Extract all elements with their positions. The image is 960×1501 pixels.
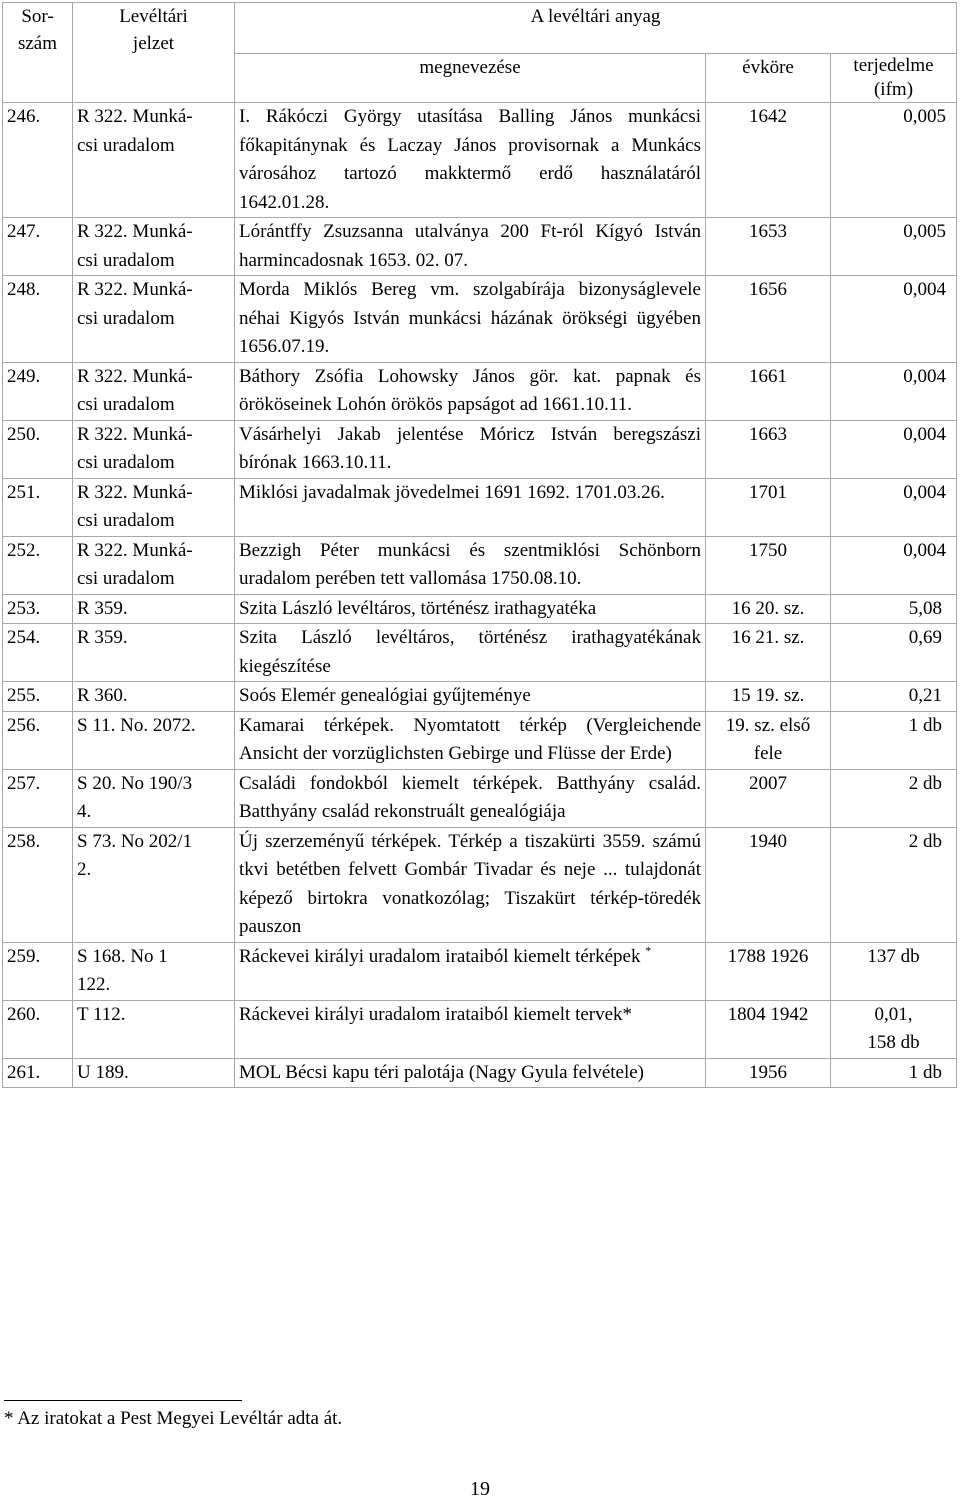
row-designation: MOL Bécsi kapu téri palotája (Nagy Gyula felvétele) [235, 1058, 706, 1088]
row-archival-reference: R 322. Munká- csi uradalom [73, 103, 235, 218]
row-serial-number: 246. [3, 103, 73, 218]
row-archival-reference: R 359. [73, 594, 235, 624]
row-designation: Báthory Zsófia Lohowsky János gör. kat. papnak és örököseinek Lohón örökös papságot ad 1661.10.11. [235, 362, 706, 420]
row-date-range: 1956 [706, 1058, 831, 1088]
footnote-divider [4, 1400, 242, 1401]
table-row [3, 769, 957, 827]
row-serial-number: 248. [3, 276, 73, 363]
row-extent: 137 db [831, 942, 957, 1000]
row-archival-reference: S 20. No 190/3 4. [73, 769, 235, 827]
table-body [3, 103, 957, 1088]
row-serial-number: 261. [3, 1058, 73, 1088]
row-extent: 0,005 [831, 103, 957, 218]
table-row [3, 276, 957, 363]
row-serial-number: 251. [3, 478, 73, 536]
row-date-range: 1656 [706, 276, 831, 363]
page-number: 19 [470, 1478, 490, 1500]
table-row [3, 594, 957, 624]
row-designation: Vásárhelyi Jakab jelentése Móricz István beregszászi bírónak 1663.10.11. [235, 420, 706, 478]
row-extent: 2 db [831, 827, 957, 942]
table-row [3, 711, 957, 769]
table-row [3, 942, 957, 1000]
row-extent: 5,08 [831, 594, 957, 624]
row-extent: 0,005 [831, 218, 957, 276]
row-archival-reference: R 322. Munká- csi uradalom [73, 478, 235, 536]
row-serial-number: 256. [3, 711, 73, 769]
row-designation: I. Rákóczi György utasítása Balling János munkácsi főkapitánynak és Laczay János provisornak a Munkács városához tartozó makktermő erdő használatáról 1642.01.28. [235, 103, 706, 218]
table-row [3, 1000, 957, 1058]
table-row [3, 218, 957, 276]
footnote: * Az iratokat a Pest Megyei Levéltár adta át. [4, 1408, 343, 1429]
row-designation [235, 942, 706, 1000]
row-date-range: 2007 [706, 769, 831, 827]
row-extent: 0,004 [831, 536, 957, 594]
row-serial-number: 249. [3, 362, 73, 420]
table-header [3, 3, 957, 103]
row-archival-reference: R 322. Munká- csi uradalom [73, 276, 235, 363]
table-row [3, 1058, 957, 1088]
row-date-range: 1653 [706, 218, 831, 276]
row-extent: 0,01, 158 db [831, 1000, 957, 1058]
table-row [3, 536, 957, 594]
row-extent: 0,21 [831, 682, 957, 712]
row-serial-number: 247. [3, 218, 73, 276]
row-designation: Szita László levéltáros, történész irathagyatékának kiegészítése [235, 624, 706, 682]
row-designation: Morda Miklós Bereg vm. szolgabírája bizonyságlevele néhai Kigyós István munkácsi házának örökségi ügyében 1656.07.19. [235, 276, 706, 363]
row-archival-reference: R 360. [73, 682, 235, 712]
row-archival-reference: R 322. Munká- csi uradalom [73, 362, 235, 420]
row-date-range: 16 21. sz. [706, 624, 831, 682]
header-extent: terjedelme (ifm) [831, 54, 957, 103]
table-row [3, 624, 957, 682]
header-date-range: évköre [706, 54, 831, 103]
row-extent: 0,004 [831, 478, 957, 536]
row-extent: 0,004 [831, 420, 957, 478]
row-archival-reference: S 168. No 1 122. [73, 942, 235, 1000]
row-date-range: 1661 [706, 362, 831, 420]
row-designation: Új szerzeményű térképek. Térkép a tiszakürti 3559. számú tkvi betétben felvett Gombár Tivadar és neje ... tulajdonát képező birtokra vonatkozólag; Tiszakürt térkép-töredék pauszon [235, 827, 706, 942]
header-designation: megnevezése [235, 54, 706, 103]
records-table [2, 2, 957, 1088]
row-serial-number: 252. [3, 536, 73, 594]
row-archival-reference: R 322. Munká- csi uradalom [73, 218, 235, 276]
row-designation: Miklósi javadalmak jövedelmei 1691 1692. 1701.03.26. [235, 478, 706, 536]
header-row-top [3, 3, 957, 54]
row-date-range: 1642 [706, 103, 831, 218]
row-designation-text: Ráckevei királyi uradalom irataiból kiemelt térképek [239, 945, 641, 967]
row-designation: Bezzigh Péter munkácsi és szentmiklósi Schönborn uradalom perében tett vallomása 1750.08.10. [235, 536, 706, 594]
row-extent: 0,004 [831, 362, 957, 420]
row-designation: Szita László levéltáros, történész irathagyatéka [235, 594, 706, 624]
row-serial-number: 258. [3, 827, 73, 942]
row-extent: 0,004 [831, 276, 957, 363]
row-designation: Soós Elemér genealógiai gyűjteménye [235, 682, 706, 712]
row-date-range: 15 19. sz. [706, 682, 831, 712]
header-serial-number: Sor- szám [3, 3, 73, 103]
row-designation: Kamarai térképek. Nyomtatott térkép (Vergleichende Ansicht der vorzüglichsten Gebirge und Flüsse der Erde) [235, 711, 706, 769]
row-archival-reference: R 359. [73, 624, 235, 682]
footnote-marker: * [645, 943, 652, 958]
row-extent: 0,69 [831, 624, 957, 682]
row-date-range: 1750 [706, 536, 831, 594]
table-row [3, 420, 957, 478]
row-date-range: 19. sz. első fele [706, 711, 831, 769]
row-extent: 1 db [831, 711, 957, 769]
row-archival-reference: R 322. Munká- csi uradalom [73, 536, 235, 594]
row-extent: 2 db [831, 769, 957, 827]
row-date-range: 1701 [706, 478, 831, 536]
row-archival-reference: R 322. Munká- csi uradalom [73, 420, 235, 478]
row-designation: Ráckevei királyi uradalom irataiból kiemelt tervek* [235, 1000, 706, 1058]
table-row [3, 682, 957, 712]
row-serial-number: 250. [3, 420, 73, 478]
row-archival-reference: S 11. No. 2072. [73, 711, 235, 769]
row-serial-number: 260. [3, 1000, 73, 1058]
row-archival-reference: S 73. No 202/1 2. [73, 827, 235, 942]
row-serial-number: 255. [3, 682, 73, 712]
row-date-range: 1663 [706, 420, 831, 478]
table-row [3, 827, 957, 942]
row-serial-number: 254. [3, 624, 73, 682]
row-date-range: 1940 [706, 827, 831, 942]
row-date-range: 1788 1926 [706, 942, 831, 1000]
header-archival-reference: Levéltári jelzet [73, 3, 235, 103]
row-date-range: 16 20. sz. [706, 594, 831, 624]
row-serial-number: 259. [3, 942, 73, 1000]
row-archival-reference: T 112. [73, 1000, 235, 1058]
row-serial-number: 257. [3, 769, 73, 827]
row-designation: Lórántffy Zsuzsanna utalványa 200 Ft-ról Kígyó István harmincadosnak 1653. 02. 07. [235, 218, 706, 276]
row-archival-reference: U 189. [73, 1058, 235, 1088]
table-row [3, 103, 957, 218]
row-extent: 1 db [831, 1058, 957, 1088]
row-date-range: 1804 1942 [706, 1000, 831, 1058]
table-row [3, 478, 957, 536]
row-serial-number: 253. [3, 594, 73, 624]
row-designation: Családi fondokból kiemelt térképek. Batthyány család. Batthyány család rekonstruált genealógiája [235, 769, 706, 827]
table-row [3, 362, 957, 420]
header-archival-material: A levéltári anyag [235, 3, 957, 54]
